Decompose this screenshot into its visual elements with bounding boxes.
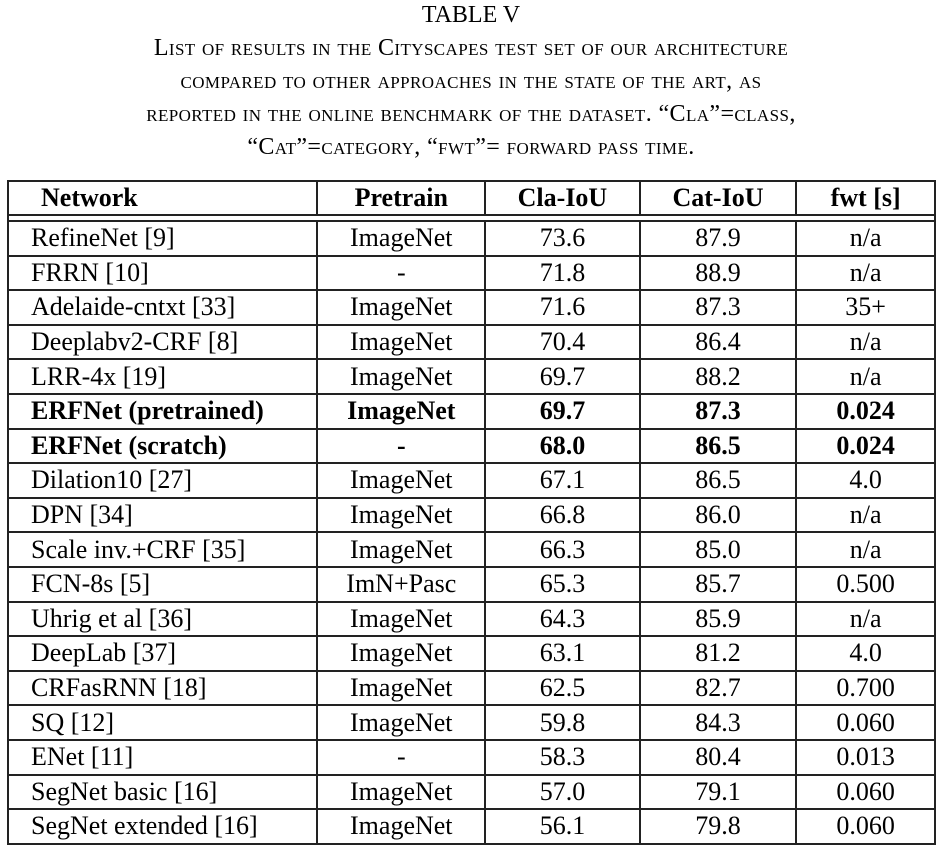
table-row [8,567,935,602]
cell-cla-iou: 58.3 [485,740,640,775]
cell-network: FRRN [10] [8,256,317,291]
table-row [8,775,935,810]
cell-network: Deeplabv2-CRF [8] [8,325,317,360]
table-row [8,671,935,706]
cell-fwt: n/a [796,498,935,533]
cell-network: Dilation10 [27] [8,463,317,498]
cell-cat-iou: 86.0 [640,498,797,533]
header-cla-iou: Cla-IoU [485,181,640,215]
cell-fwt: 0.060 [796,705,935,740]
cell-network: FCN-8s [5] [8,567,317,602]
cell-fwt: n/a [796,221,935,256]
cell-pretrain: ImageNet [317,671,485,706]
cell-cat-iou: 84.3 [640,705,797,740]
cell-network: RefineNet [9] [8,221,317,256]
table-row [8,325,935,360]
cell-fwt: n/a [796,359,935,394]
cell-cat-iou: 87.3 [640,290,797,325]
cell-network: Scale inv.+CRF [35] [8,532,317,567]
caption-line: reported in the online benchmark of the dataset. “Cla”=class, [146,101,796,127]
table-row [8,463,935,498]
table-label: TABLE V [421,2,521,28]
cell-cla-iou: 66.3 [485,532,640,567]
cell-cat-iou: 86.5 [640,429,797,464]
cell-cat-iou: 82.7 [640,671,797,706]
header-fwt: fwt [s] [796,181,935,215]
cell-fwt: 0.024 [796,429,935,464]
table-row [8,429,935,464]
cell-cla-iou: 56.1 [485,809,640,844]
table-row [8,394,935,429]
cell-fwt: 0.024 [796,394,935,429]
table-caption [0,32,942,164]
cell-pretrain: ImageNet [317,325,485,360]
cell-pretrain: ImageNet [317,463,485,498]
table-header-row [8,181,935,215]
cell-network: Uhrig et al [36] [8,602,317,637]
cell-cla-iou: 63.1 [485,636,640,671]
cell-cat-iou: 88.9 [640,256,797,291]
cell-fwt: 0.060 [796,775,935,810]
table-row [8,359,935,394]
cell-network: DeepLab [37] [8,636,317,671]
cell-cla-iou: 68.0 [485,429,640,464]
cell-pretrain: ImageNet [317,394,485,429]
cell-fwt: 0.500 [796,567,935,602]
table-row [8,740,935,775]
cell-cla-iou: 59.8 [485,705,640,740]
cell-pretrain: ImageNet [317,221,485,256]
cell-cat-iou: 79.1 [640,775,797,810]
cell-cat-iou: 80.4 [640,740,797,775]
cell-cla-iou: 64.3 [485,602,640,637]
cell-cla-iou: 65.3 [485,567,640,602]
results-table [7,180,936,845]
cell-cla-iou: 71.8 [485,256,640,291]
cell-network: LRR-4x [19] [8,359,317,394]
cell-cla-iou: 62.5 [485,671,640,706]
cell-fwt: n/a [796,602,935,637]
table-row [8,532,935,567]
table-row [8,705,935,740]
cell-cat-iou: 87.3 [640,394,797,429]
cell-pretrain: - [317,256,485,291]
cell-pretrain: ImageNet [317,775,485,810]
caption-line: “Cat”=category, “fwt”= forward pass time. [247,134,695,160]
cell-cat-iou: 85.9 [640,602,797,637]
table-row [8,636,935,671]
cell-network: Adelaide-cntxt [33] [8,290,317,325]
cell-fwt: 0.060 [796,809,935,844]
cell-cla-iou: 66.8 [485,498,640,533]
cell-network: ENet [11] [8,740,317,775]
cell-cat-iou: 85.7 [640,567,797,602]
cell-network: SegNet extended [16] [8,809,317,844]
cell-pretrain: ImN+Pasc [317,567,485,602]
cell-pretrain: - [317,429,485,464]
cell-network: ERFNet (scratch) [8,429,317,464]
caption-line: List of results in the Cityscapes test set of our architecture [153,35,789,61]
table-row [8,221,935,256]
cell-pretrain: ImageNet [317,636,485,671]
cell-network: SQ [12] [8,705,317,740]
cell-cat-iou: 85.0 [640,532,797,567]
cell-pretrain: ImageNet [317,532,485,567]
cell-pretrain: - [317,740,485,775]
table-row [8,809,935,844]
cell-cat-iou: 86.5 [640,463,797,498]
cell-fwt: n/a [796,532,935,567]
cell-pretrain: ImageNet [317,705,485,740]
cell-cat-iou: 86.4 [640,325,797,360]
cell-network: SegNet basic [16] [8,775,317,810]
table-body [8,221,935,844]
cell-fwt: 4.0 [796,463,935,498]
cell-pretrain: ImageNet [317,809,485,844]
cell-network: ERFNet (pretrained) [8,394,317,429]
table-row [8,290,935,325]
cell-pretrain: ImageNet [317,359,485,394]
cell-cat-iou: 81.2 [640,636,797,671]
cell-fwt: 0.013 [796,740,935,775]
cell-fwt: 35+ [796,290,935,325]
cell-cat-iou: 87.9 [640,221,797,256]
caption-line: compared to other approaches in the state of the art, as [180,68,762,94]
cell-fwt: n/a [796,256,935,291]
cell-cla-iou: 69.7 [485,359,640,394]
cell-pretrain: ImageNet [317,290,485,325]
cell-cat-iou: 79.8 [640,809,797,844]
table-row [8,498,935,533]
cell-pretrain: ImageNet [317,602,485,637]
cell-pretrain: ImageNet [317,498,485,533]
cell-cla-iou: 57.0 [485,775,640,810]
table-row [8,256,935,291]
cell-fwt: n/a [796,325,935,360]
table-row [8,602,935,637]
cell-cla-iou: 67.1 [485,463,640,498]
header-network: Network [8,181,317,215]
header-cat-iou: Cat-IoU [640,181,797,215]
cell-cla-iou: 70.4 [485,325,640,360]
cell-network: DPN [34] [8,498,317,533]
cell-cla-iou: 73.6 [485,221,640,256]
cell-network: CRFasRNN [18] [8,671,317,706]
cell-cla-iou: 69.7 [485,394,640,429]
cell-cla-iou: 71.6 [485,290,640,325]
cell-fwt: 0.700 [796,671,935,706]
cell-cat-iou: 88.2 [640,359,797,394]
header-pretrain: Pretrain [317,181,485,215]
cell-fwt: 4.0 [796,636,935,671]
